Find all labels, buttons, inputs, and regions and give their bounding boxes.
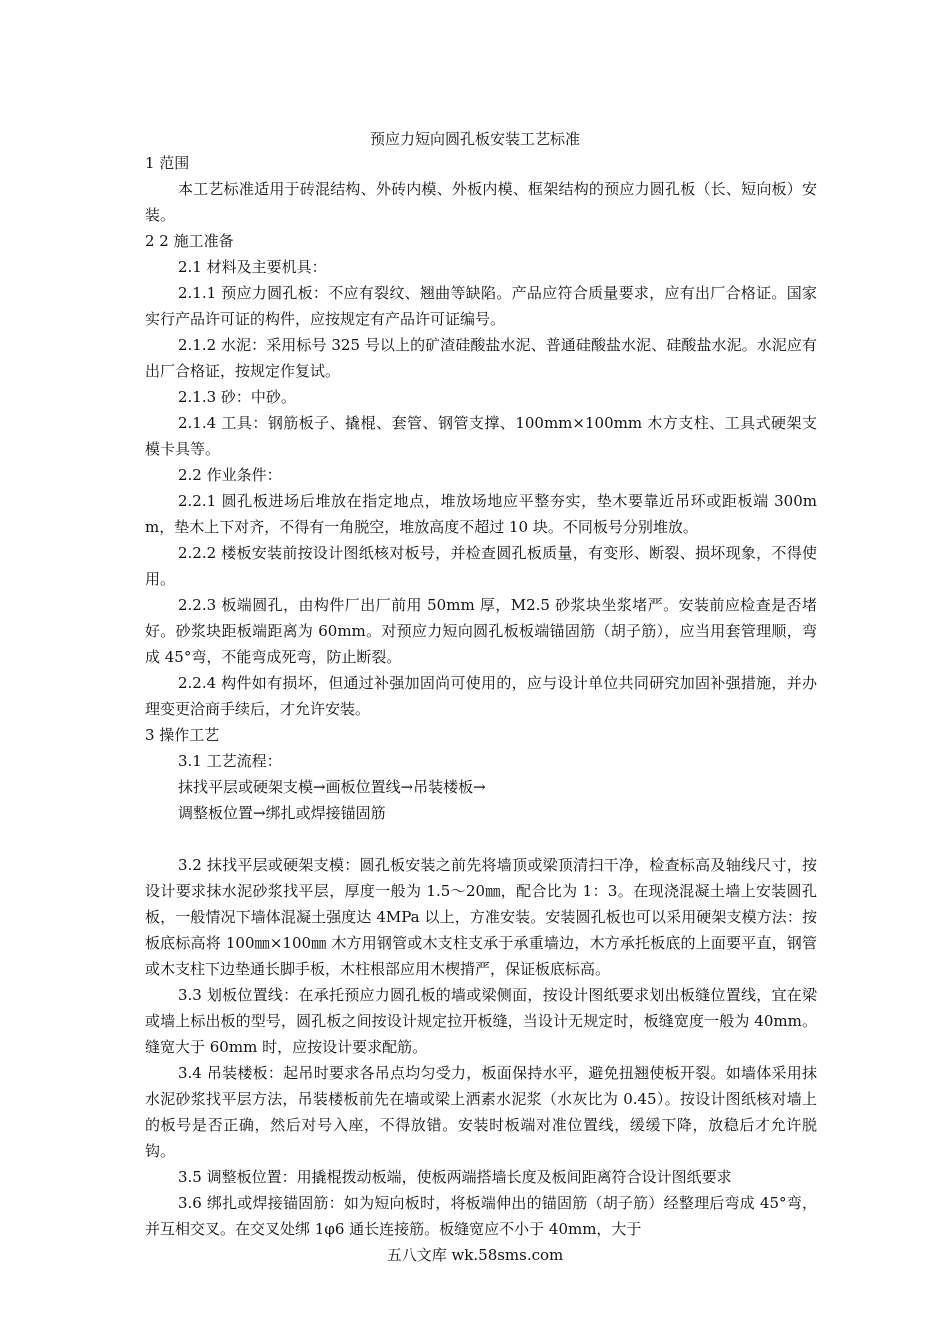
paragraph-3-5: 3.5 调整板位置：用撬棍拨动板端，使板两端搭墙长度及板间距离符合设计图纸要求 — [178, 1168, 732, 1186]
paragraph-3-6: 3.6 绑扎或焊接锚固筋：如为短向板时，将板端伸出的锚固筋（胡子筋）经整理后弯成 45°弯，并互相交叉。在交叉处绑 1φ6 通长连接筋。板缝宽应不小于 40mm，大于 — [145, 1194, 817, 1238]
paragraph-3-3: 3.3 划板位置线：在承托预应力圆孔板的墙或梁侧面，按设计图纸要求划出板缝位置线，宜在梁或墙上标出板的型号，圆孔板之间按设计规定拉开板缝，当设计无规定时，板缝宽度一般为 40mm。缝宽大于 60mm 时，应按设计要求配筋。 — [145, 986, 817, 1056]
paragraph-2-1-4: 2.1.4 工具：钢筋板子、撬棍、套管、钢管支撑、100mm×100mm 木方支柱、工具式硬架支模卡具等。 — [145, 414, 817, 458]
process-flow-line-2: 调整板位置→绑扎或焊接锚固筋 — [178, 804, 386, 822]
document-body — [145, 150, 817, 1242]
paragraph-2-1-1: 2.1.1 预应力圆孔板：不应有裂纹、翘曲等缺陷。产品应符合质量要求，应有出厂合格证。国家实行产品许可证的构件，应按规定有产品许可证编号。 — [145, 284, 817, 328]
paragraph-2-1: 2.1 材料及主要机具： — [178, 258, 327, 276]
paragraph-3-2: 3.2 抹找平层或硬架支模：圆孔板安装之前先将墙顶或梁顶清扫干净，检查标高及轴线尺寸，按设计要求抹水泥砂浆找平层，厚度一般为 1.5～20㎜，配合比为 1：3。在现浇混凝土墙上安装圆孔板，一般情况下墙体混凝土强度达 4MPa 以上，方准安装。安装圆孔板也可以采用硬架支模方法：按板底标高将 100㎜×100㎜ 木方用钢管或木支柱支承于承重墙边，木方承托板底的上面要平直，钢管或木支柱下边垫通长脚手板，木柱根部应用木楔揹严，保证板底标高。 — [145, 856, 817, 978]
section-heading-2: 2 2 施工准备 — [145, 232, 234, 250]
blank-line — [145, 826, 817, 852]
section-heading-1: 1 范围 — [145, 154, 190, 172]
paragraph-2-2-1: 2.2.1 圆孔板进场后堆放在指定地点，堆放场地应平整夯实，垫木要靠近吊环或距板端 300mm，垫木上下对齐，不得有一角脱空，堆放高度不超过 10 块。不同板号分别堆放。 — [145, 492, 817, 536]
document-title: 预应力短向圆孔板安装工艺标准 — [369, 130, 580, 148]
footer-watermark: 五八文库 wk.58sms.com — [386, 1246, 564, 1264]
section-heading-3: 3 操作工艺 — [145, 726, 220, 744]
paragraph-2-1-3: 2.1.3 砂：中砂。 — [178, 388, 296, 406]
process-flow-line-1: 抹找平层或硬架支模→画板位置线→吊装楼板→ — [178, 778, 486, 796]
paragraph-2-1-2: 2.1.2 水泥：采用标号 325 号以上的矿渣硅酸盐水泥、普通硅酸盐水泥、硅酸盐水泥。水泥应有出厂合格证，按规定作复试。 — [145, 336, 817, 380]
paragraph-2-2: 2.2 作业条件： — [178, 466, 282, 484]
paragraph-scope: 本工艺标准适用于砖混结构、外砖内模、外板内模、框架结构的预应力圆孔板（长、短向板）安装。 — [145, 180, 817, 224]
paragraph-2-2-2: 2.2.2 楼板安装前按设计图纸核对板号，并检查圆孔板质量，有变形、断裂、损坏现象，不得使用。 — [145, 544, 817, 588]
paragraph-3-4: 3.4 吊装楼板：起吊时要求各吊点均匀受力，板面保持水平，避免扭翘使板开裂。如墙体采用抹水泥砂浆找平层方法，吊装楼板前先在墙或梁上洒素水泥浆（水灰比为 0.45）。按设计图纸核对墙上的板号是否正确，然后对号入座，不得放错。安装时板端对准位置线，缓缓下降，放稳后才允许脱钩。 — [145, 1064, 817, 1160]
paragraph-3-1: 3.1 工艺流程： — [178, 752, 282, 770]
paragraph-2-2-3: 2.2.3 板端圆孔，由构件厂出厂前用 50mm 厚，M2.5 砂浆块坐浆堵严。安装前应检查是否堵好。砂浆块距板端距离为 60mm。对预应力短向圆孔板板端锚固筋（胡子筋），应当用套管理顺，弯成 45°弯，不能弯成死弯，防止断裂。 — [145, 596, 817, 666]
paragraph-2-2-4: 2.2.4 构件如有损坏，但通过补强加固尚可使用的，应与设计单位共同研究加固补强措施，并办理变更洽商手续后，才允许安装。 — [145, 674, 817, 718]
